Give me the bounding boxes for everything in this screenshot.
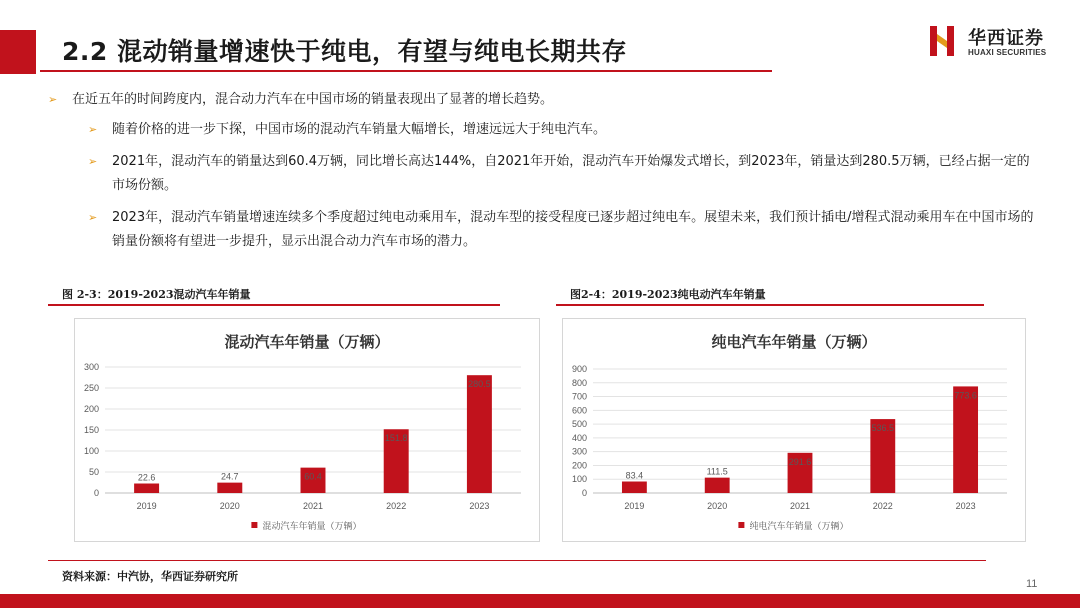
data-label: 280.5 — [468, 379, 491, 390]
bullet-arrow-icon: ➢ — [88, 123, 98, 136]
bar — [467, 375, 492, 493]
figure-caption-ev: 图2-4：2019-2023纯电动汽车年销量 — [570, 288, 766, 301]
x-tick-label: 2020 — [219, 501, 240, 511]
y-tick-label: 0 — [93, 488, 99, 498]
bullet-text: 2021年，混动汽车的销量达到60.4万辆，同比增长高达144%，自2021年开始，混动汽车开始爆发式增长，到2023年，销量达到280.5万辆，已经占据一定的市场份额。 — [112, 154, 1030, 193]
bullet-item — [48, 88, 1038, 112]
data-label: 22.6 — [137, 472, 156, 483]
logo-name-cn: 华西证券 — [968, 28, 1044, 49]
hybrid-sales-chart-svg — [75, 319, 539, 541]
y-tick-label: 100 — [571, 474, 587, 485]
y-tick-label: 150 — [83, 425, 99, 435]
bullet-text: 随着价格的进一步下探，中国市场的混动汽车销量大幅增长，增速远远大于纯电汽车。 — [112, 122, 607, 137]
y-tick-label: 500 — [571, 419, 587, 430]
y-tick-label: 200 — [83, 404, 99, 414]
chart-title: 纯电汽车年销量（万辆） — [711, 333, 877, 351]
bullet-arrow-icon: ➢ — [48, 93, 58, 106]
data-label: 536.5 — [871, 423, 895, 434]
ev-sales-chart — [562, 318, 1026, 542]
bar — [217, 483, 242, 493]
bullet-item — [48, 150, 1038, 198]
y-tick-label: 250 — [83, 383, 99, 393]
page-number: 11 — [1026, 578, 1038, 590]
figure-caption-hybrid: 图 2-3：2019-2023混动汽车年销量 — [62, 288, 251, 301]
data-label: 83.4 — [625, 470, 644, 481]
source-note: 资料来源：中汽协，华西证券研究所 — [62, 570, 238, 583]
x-tick-label: 2019 — [624, 501, 645, 511]
x-tick-label: 2023 — [469, 501, 490, 511]
x-tick-label: 2022 — [386, 501, 407, 511]
data-label: 151.8 — [384, 433, 408, 444]
footer-bar — [0, 594, 1080, 608]
ev-sales-chart-svg — [563, 319, 1025, 541]
legend-swatch — [738, 522, 744, 528]
company-logo — [928, 24, 1063, 60]
bullet-arrow-icon: ➢ — [88, 155, 98, 168]
x-tick-label: 2020 — [707, 501, 728, 511]
data-label: 111.5 — [706, 466, 728, 477]
chart-title: 混动汽车年销量（万辆） — [224, 333, 390, 351]
bullet-item — [48, 118, 1038, 142]
data-label: 291.6 — [788, 456, 812, 467]
page-title: 2.2 混动销量增速快于纯电，有望与纯电长期共存 — [62, 37, 627, 66]
y-tick-label: 300 — [571, 446, 587, 457]
y-tick-label: 100 — [83, 446, 99, 456]
y-tick-label: 50 — [88, 467, 99, 477]
bullet-item — [48, 206, 1038, 254]
title-underline — [40, 70, 772, 72]
legend-label: 混动汽车年销量（万辆） — [262, 522, 362, 532]
legend-label: 纯电汽车年销量（万辆） — [749, 522, 849, 532]
figure-rule-hybrid — [48, 304, 500, 306]
x-tick-label: 2021 — [302, 501, 324, 511]
bar — [953, 386, 978, 493]
y-tick-label: 400 — [571, 432, 587, 443]
data-label: 60.4 — [304, 471, 322, 482]
huaxi-logo-icon — [928, 24, 958, 58]
data-label: 24.7 — [221, 471, 239, 482]
y-tick-label: 600 — [571, 405, 587, 416]
bar — [705, 478, 730, 493]
source-rule — [48, 560, 986, 561]
x-tick-label: 2023 — [955, 501, 976, 511]
y-tick-label: 700 — [571, 391, 587, 402]
data-label: 773.6 — [954, 390, 977, 401]
y-tick-label: 0 — [581, 488, 587, 498]
bullet-arrow-icon: ➢ — [88, 211, 98, 224]
y-tick-label: 200 — [571, 460, 587, 471]
bar — [134, 484, 159, 493]
hybrid-sales-chart — [74, 318, 540, 542]
bullet-text: 在近五年的时间跨度内，混合动力汽车在中国市场的销量表现出了显著的增长趋势。 — [72, 92, 554, 107]
y-tick-label: 300 — [83, 362, 99, 372]
bullet-list — [48, 88, 1038, 262]
legend-swatch — [251, 522, 257, 528]
figure-rule-ev — [556, 304, 984, 306]
title-accent-bar — [0, 30, 36, 74]
x-tick-label: 2021 — [789, 501, 811, 511]
x-tick-label: 2019 — [136, 501, 157, 511]
y-tick-label: 800 — [571, 377, 587, 388]
bar — [622, 482, 647, 493]
bullet-text: 2023年，混动汽车销量增速连续多个季度超过纯电动乘用车，混动车型的接受程度已逐步超过纯电车。展望未来，我们预计插电/增程式混动乘用车在中国市场的销量份额将有望进一步提升，显示出混合动力汽车市场的潜力。 — [112, 210, 1034, 249]
y-tick-label: 900 — [571, 364, 587, 374]
logo-name-en: HUAXI SECURITIES — [968, 48, 1047, 57]
x-tick-label: 2022 — [872, 501, 893, 511]
